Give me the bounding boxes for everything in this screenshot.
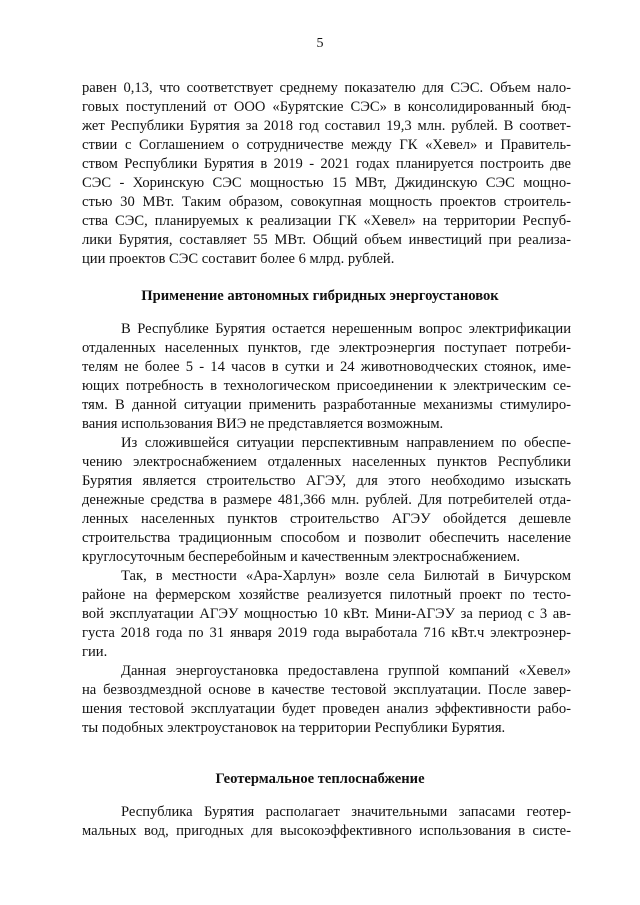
text-line: ством Республики Бурятия в 2019 - 2021 годах планируется построить две (82, 156, 571, 172)
section-body-hybrid (82, 320, 571, 738)
text-line: на безвоздмездной основе в качестве тестовой эксплуатации. После завер- (82, 682, 571, 698)
text-line: ствии с Соглашением о сотрудничестве между ГК «Хевел» и Правитель- (82, 137, 571, 153)
text-line: жет Республики Бурятия за 2018 год составил 19,3 млн. рублей. В соответ- (82, 118, 571, 134)
section-body-geothermal (82, 803, 571, 841)
text-line: ющих потребность в технологическом присоединении к электрическим се- (82, 378, 571, 394)
page-number: 5 (316, 36, 324, 51)
text-line: Из сложившейся ситуации перспективным направлением по обеспе- (121, 435, 571, 451)
text-line: гии. (82, 644, 108, 660)
text-line: круглосуточным бесперебойным и качественным электроснабжением. (82, 549, 521, 565)
text-line: телям не более 5 - 14 часов в сутки и 24 животноводческих стоянок, име- (82, 359, 571, 375)
section-heading-hybrid: Применение автономных гибридных энергоустановок (141, 288, 499, 304)
text-line: ты подобных электроустановок на территории Республики Бурятия. (82, 720, 506, 736)
text-line: районе на фермерском хозяйстве реализуется пилотный проект по тесто- (82, 587, 571, 603)
text-line: денежные средства в размере 481,366 млн. рублей. Для потребителей отда- (82, 492, 571, 508)
text-line: Так, в местности «Ара-Харлун» возле села Билютай в Бичурском (121, 568, 571, 584)
text-line: Республика Бурятия располагает значительными запасами геотер- (121, 804, 571, 820)
text-line: отдаленных населенных пунктов, где электроэнергия поступает потреби- (82, 340, 571, 356)
section-heading-geothermal: Геотермальное теплоснабжение (215, 771, 425, 787)
text-line: СЭС - Хоринскую СЭС мощностью 15 МВт, Джидинскую СЭС мощно- (82, 175, 571, 191)
text-line: чению электроснабжением отдаленных населенных пунктов Республики (82, 454, 571, 470)
text-line: стью 30 МВт. Таким образом, совокупная мощность проектов строитель- (82, 194, 571, 210)
text-line: В Республике Бурятия остается нерешенным вопрос электрификации (121, 321, 571, 337)
text-line: лики Бурятия, составляет 55 МВт. Общий объем инвестиций при реализа- (82, 232, 571, 248)
text-line: вой эксплуатации АГЭУ мощностью 10 кВт. Мини-АГЭУ за период с 3 ав- (82, 606, 571, 622)
text-line: вания использования ВИЭ не представляется возможным. (82, 416, 444, 432)
text-line: Бурятия является строительство АГЭУ, для этого необходимо изыскать (82, 473, 571, 489)
text-line: ства СЭС, планируемых к реализации ГК «Хевел» на территории Респуб- (82, 213, 571, 229)
text-line: равен 0,13, что соответствует среднему показателю для СЭС. Объем нало- (82, 80, 571, 96)
text-line: Данная энергоустановка предоставлена группой компаний «Хевел» (121, 663, 571, 679)
text-line: тям. В данной ситуации применить разработанные механизмы стимулиро- (82, 397, 571, 413)
text-line: ленных населенных пунктов строительство АГЭУ обойдется дешевле (82, 511, 571, 527)
paragraph-solar-results (82, 79, 571, 269)
text-line: говых поступлений от ООО «Бурятские СЭС» в консолидированный бюд- (82, 99, 571, 115)
text-line: мальных вод, пригодных для высокоэффективного использования в систе- (82, 823, 571, 839)
text-line: строительства традиционным способом и позволит обеспечить население (82, 530, 571, 546)
text-line: ции проектов СЭС составит более 6 млрд. рублей. (82, 251, 395, 267)
text-line: шения тестовой эксплуатации будет проведен анализ эффективности рабо- (82, 701, 571, 717)
text-line: густа 2018 года по 31 января 2019 года выработала 716 кВт.ч электроэнер- (82, 625, 571, 641)
